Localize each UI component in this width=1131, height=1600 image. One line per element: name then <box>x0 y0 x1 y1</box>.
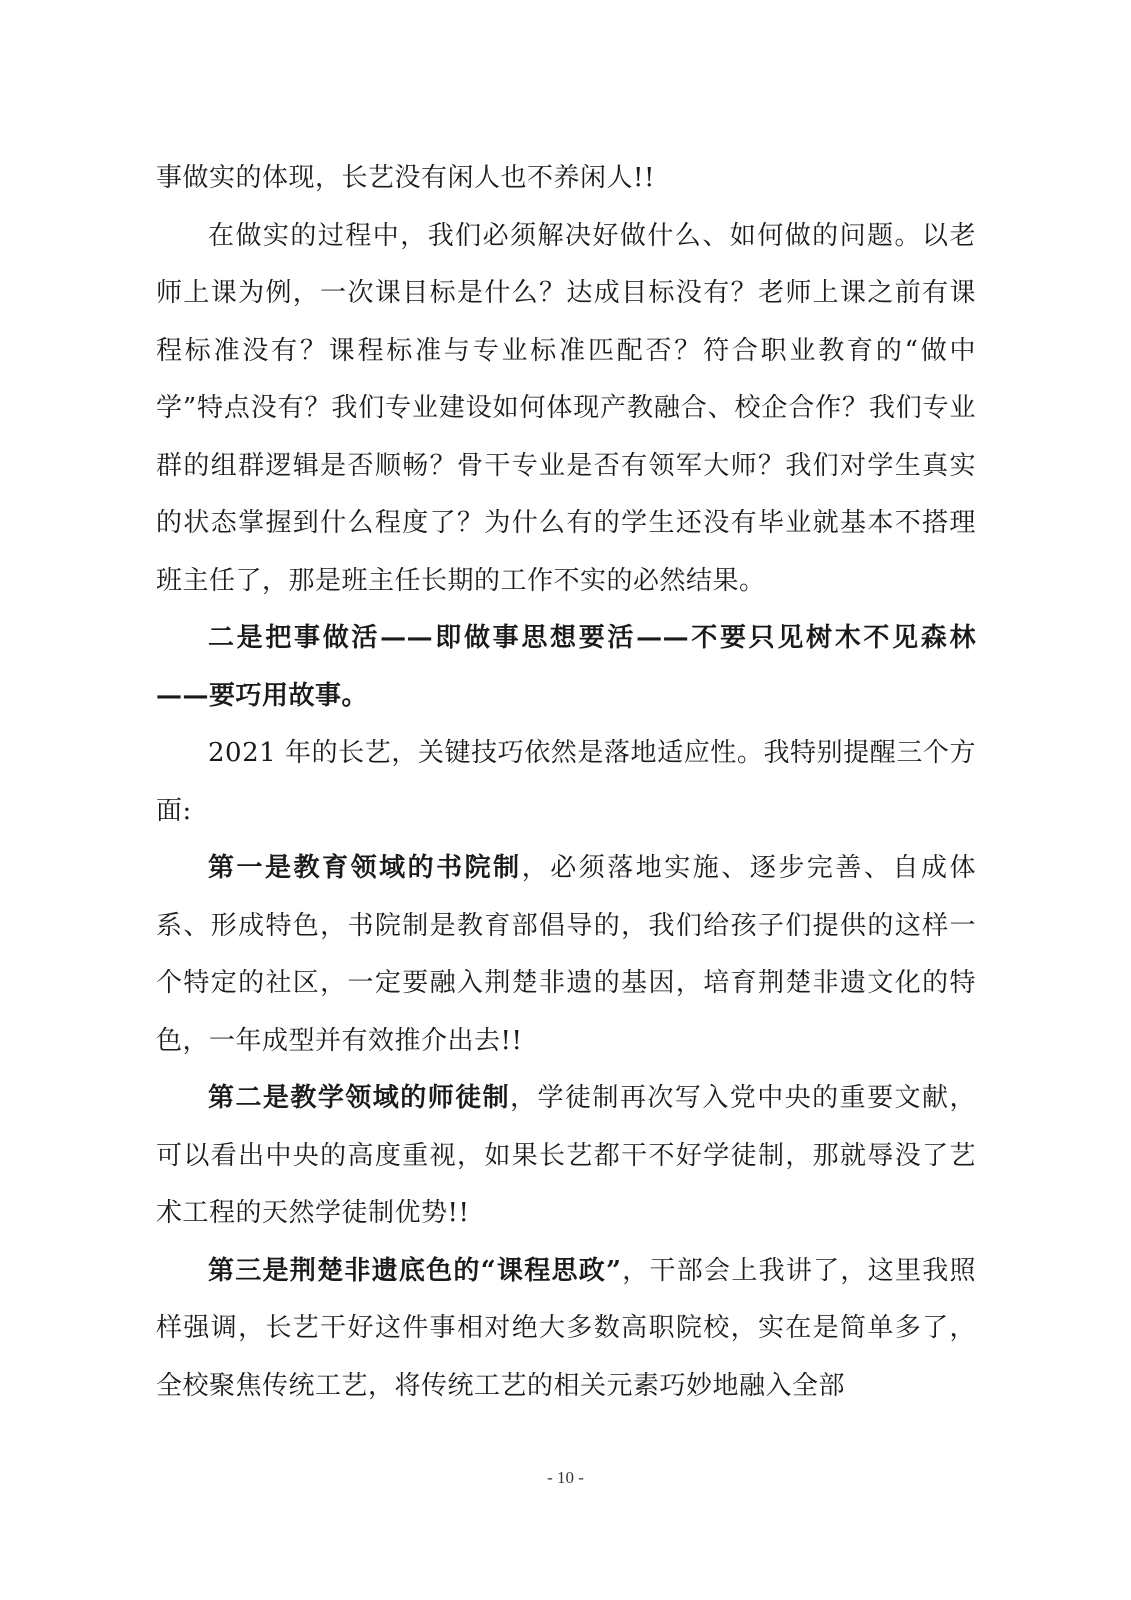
paragraph-2021-intro: 2021 年的长艺，关键技巧依然是落地适应性。我特别提醒三个方面: <box>156 738 976 826</box>
page-number: - 10 - <box>547 1468 584 1487</box>
paragraph-academy-system <box>156 840 976 1070</box>
paragraph-doing-solid: 在做实的过程中，我们必须解决好做什么、如何做的问题。以老师上课为例，一次课目标是什么？达成目标没有？老师上课之前有课程标准没有？课程标准与专业标准匹配否？符合职业教育的“做中学”特点没有？我们专业建设如何体现产教融合、校企合作？我们专业群的组群逻辑是否顺畅？骨干专业是否有领军大师？我们对学生真实的状态掌握到什么程度了？为什么有的学生还没有毕业就基本不搭理班主任了，那是班主任长期的工作不实的必然结果。 <box>156 220 976 596</box>
point-two-lead: 第二是教学领域的师徒制 <box>208 1083 511 1113</box>
point-three-body: ，干部会上我讲了，这里我照样强调，长艺干好这件事相对绝大多数高职院校，实在是简单多了，全校聚焦传统工艺，将传统工艺的相关元素巧妙地融入全部 <box>156 1255 976 1401</box>
point-one-body: ，必须落地实施、逐步完善、自成体系、形成特色，书院制是教育部倡导的，我们给孩子们提供的这样一个特定的社区，一定要融入荆楚非遗的基因，培育荆楚非遗文化的特色，一年成型并有效推介出去!! <box>156 853 976 1056</box>
section-heading-make-it-lively: 二是把事做活——即做事思想要活——不要只见树木不见森林——要巧用故事。 <box>156 623 976 711</box>
paragraph-apprenticeship <box>156 1070 976 1243</box>
paragraph-curriculum-ideology <box>156 1243 976 1416</box>
point-one-lead: 第一是教育领域的书院制 <box>208 853 522 883</box>
paragraph-continuation: 事做实的体现，长艺没有闲人也不养闲人!! <box>156 163 655 193</box>
point-two-body: ，学徒制再次写入党中央的重要文献，可以看出中央的高度重视，如果长艺都干不好学徒制，那就辱没了艺术工程的天然学徒制优势!! <box>156 1083 976 1228</box>
point-three-lead: 第三是荆楚非遗底色的“课程思政” <box>208 1255 622 1286</box>
page-body <box>156 150 976 1415</box>
